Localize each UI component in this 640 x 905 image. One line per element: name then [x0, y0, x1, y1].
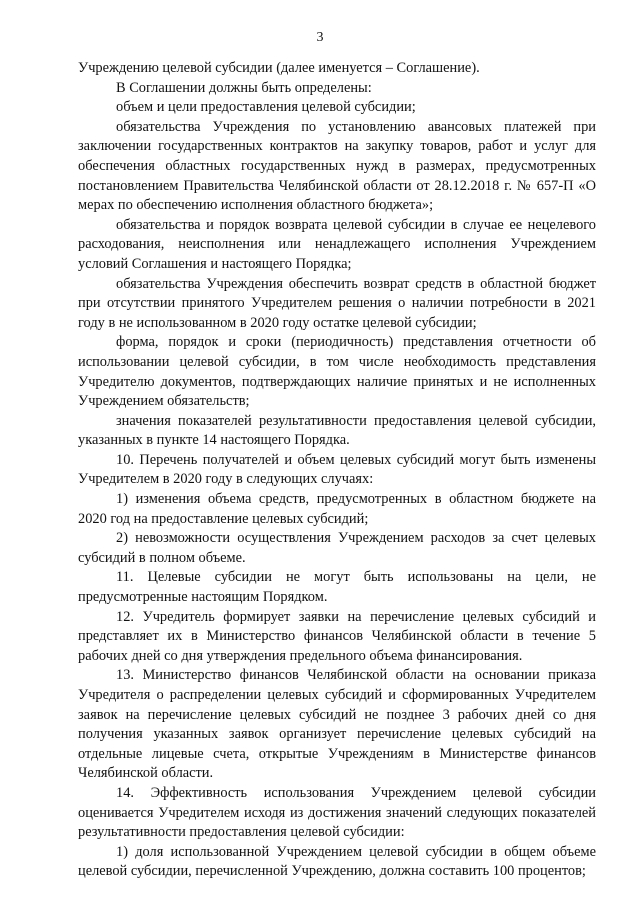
- document-body: [78, 59, 596, 882]
- paragraph: обязательства и порядок возврата целевой субсидии в случае ее нецелевого расходования, неисполнения или ненадлежащего исполнения Учреждением условий Соглашения и настоящего Порядка;: [78, 216, 596, 272]
- paragraph: 11. Целевые субсидии не могут быть использованы на цели, не предусмотренные настоящим Порядком.: [78, 569, 596, 606]
- paragraph: 1) доля использованной Учреждением целевой субсидии в общем объеме целевой субсидии, перечисленной Учреждению, должна составить 100 процентов;: [78, 843, 596, 880]
- paragraph: 12. Учредитель формирует заявки на перечисление целевых субсидий и представляет их в Министерство финансов Челябинской области в течение 5 рабочих дней со дня утверждения предельного объема финансирования.: [78, 608, 596, 664]
- paragraph: объем и цели предоставления целевой субсидии;: [116, 99, 416, 116]
- paragraph: значения показателей результативности предоставления целевой субсидии, указанных в пункте 14 настоящего Порядка.: [78, 412, 596, 449]
- paragraph: обязательства Учреждения обеспечить возврат средств в областной бюджет при отсутствии принятого Учредителем решения о наличии потребности в 2021 году в не использованном в 2020 году остатке целевой субсидии;: [78, 275, 596, 331]
- paragraph: 13. Министерство финансов Челябинской области на основании приказа Учредителя о распределении целевых субсидий и сформированных Учредителем заявок на перечисление целевых субсидий не позднее 3 рабочих дней со дня получения указанных заявок организует перечисление целевых субсидий на отдельные лицевые счета, открытые Учреждениям в Министерстве финансов Челябинской области.: [78, 667, 596, 782]
- paragraph: 1) изменения объема средств, предусмотренных в областном бюджете на 2020 год на предоставление целевых субсидий;: [78, 491, 596, 527]
- paragraph: 10. Перечень получателей и объем целевых субсидий могут быть изменены Учредителем в 2020 году в следующих случаях:: [78, 451, 596, 488]
- paragraph: 2) невозможности осуществления Учреждением расходов за счет целевых субсидий в полном объеме.: [78, 530, 596, 566]
- page-number: 3: [316, 30, 324, 45]
- paragraph: 14. Эффективность использования Учреждением целевой субсидии оценивается Учредителем исходя из достижения значений следующих показателей результативности предоставления целевой субсидии:: [78, 784, 596, 841]
- paragraph: В Соглашении должны быть определены:: [116, 79, 372, 96]
- paragraph: обязательства Учреждения по установлению авансовых платежей при заключении государственных контрактов на закупку товаров, работ и услуг для обеспечения областных государственных нужд в размерах, предусмотренных постановлением Правительства Челябинской области от 28.12.2018 г. № 657-П «О мерах по обеспечению исполнения областного бюджета»;: [78, 118, 596, 214]
- paragraph: Учреждению целевой субсидии (далее именуется – Соглашение).: [78, 60, 480, 76]
- paragraph: форма, порядок и сроки (периодичность) представления отчетности об использовании целевой субсидии, в том числе необходимость представления Учредителю документов, подтверждающих наличие принятых и не исполненных Учреждением обязательств;: [78, 334, 596, 410]
